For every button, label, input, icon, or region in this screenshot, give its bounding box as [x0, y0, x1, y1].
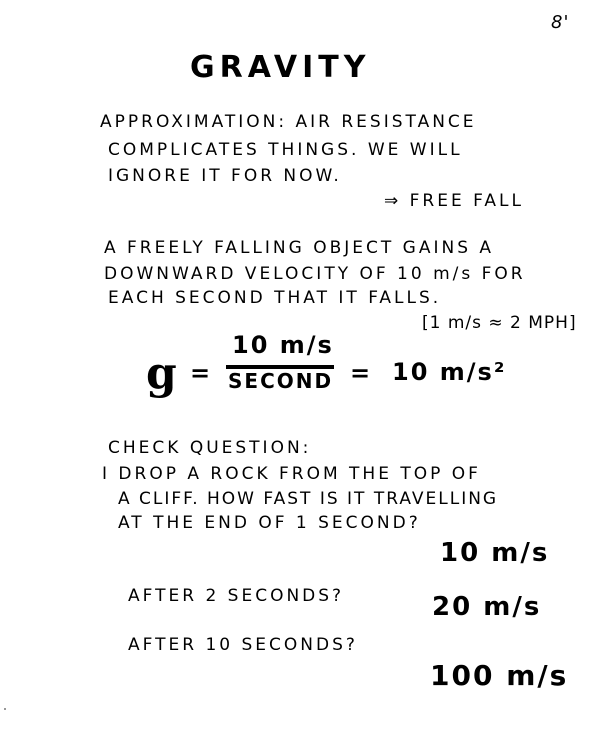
- check-question-line-2: A CLIFF. HOW FAST IS IT TRAVELLING: [118, 489, 499, 509]
- question-2-seconds: AFTER 2 SECONDS?: [128, 586, 345, 606]
- answer-1-second: 10 m/s: [440, 538, 550, 568]
- formula-numerator: 10 m/s: [232, 331, 334, 359]
- approximation-line-3: IGNORE IT FOR NOW.: [108, 166, 342, 186]
- page-title: GRAVITY: [190, 50, 371, 85]
- formula-equals-2: =: [350, 359, 373, 387]
- unit-conversion-note: [1 m/s ≈ 2 MPH]: [422, 313, 577, 333]
- page-number: 8': [551, 12, 570, 33]
- check-question-line-1: I DROP A ROCK FROM THE TOP OF: [102, 464, 481, 484]
- approximation-line-2: COMPLICATES THINGS. WE WILL: [108, 140, 463, 160]
- stray-mark: [4, 708, 6, 710]
- answer-10-seconds: 100 m/s: [430, 659, 569, 692]
- check-question-line-3: AT THE END OF 1 SECOND?: [118, 513, 421, 533]
- check-question-heading: CHECK QUESTION:: [108, 438, 312, 458]
- formula-result: 10 m/s²: [392, 358, 507, 386]
- approximation-line-1: APPROXIMATION: AIR RESISTANCE: [100, 112, 477, 132]
- formula-equals-1: =: [190, 359, 213, 387]
- answer-2-seconds: 20 m/s: [432, 592, 542, 622]
- question-10-seconds: AFTER 10 SECONDS?: [128, 635, 358, 655]
- gravity-symbol: g: [146, 348, 177, 399]
- definition-line-1: A FREELY FALLING OBJECT GAINS A: [104, 238, 495, 258]
- definition-line-3: EACH SECOND THAT IT FALLS.: [108, 288, 442, 308]
- definition-line-2: DOWNWARD VELOCITY OF 10 m/s FOR: [104, 264, 526, 284]
- free-fall-note: ⇒ FREE FALL: [384, 191, 524, 211]
- formula-denominator: SECOND: [228, 369, 334, 393]
